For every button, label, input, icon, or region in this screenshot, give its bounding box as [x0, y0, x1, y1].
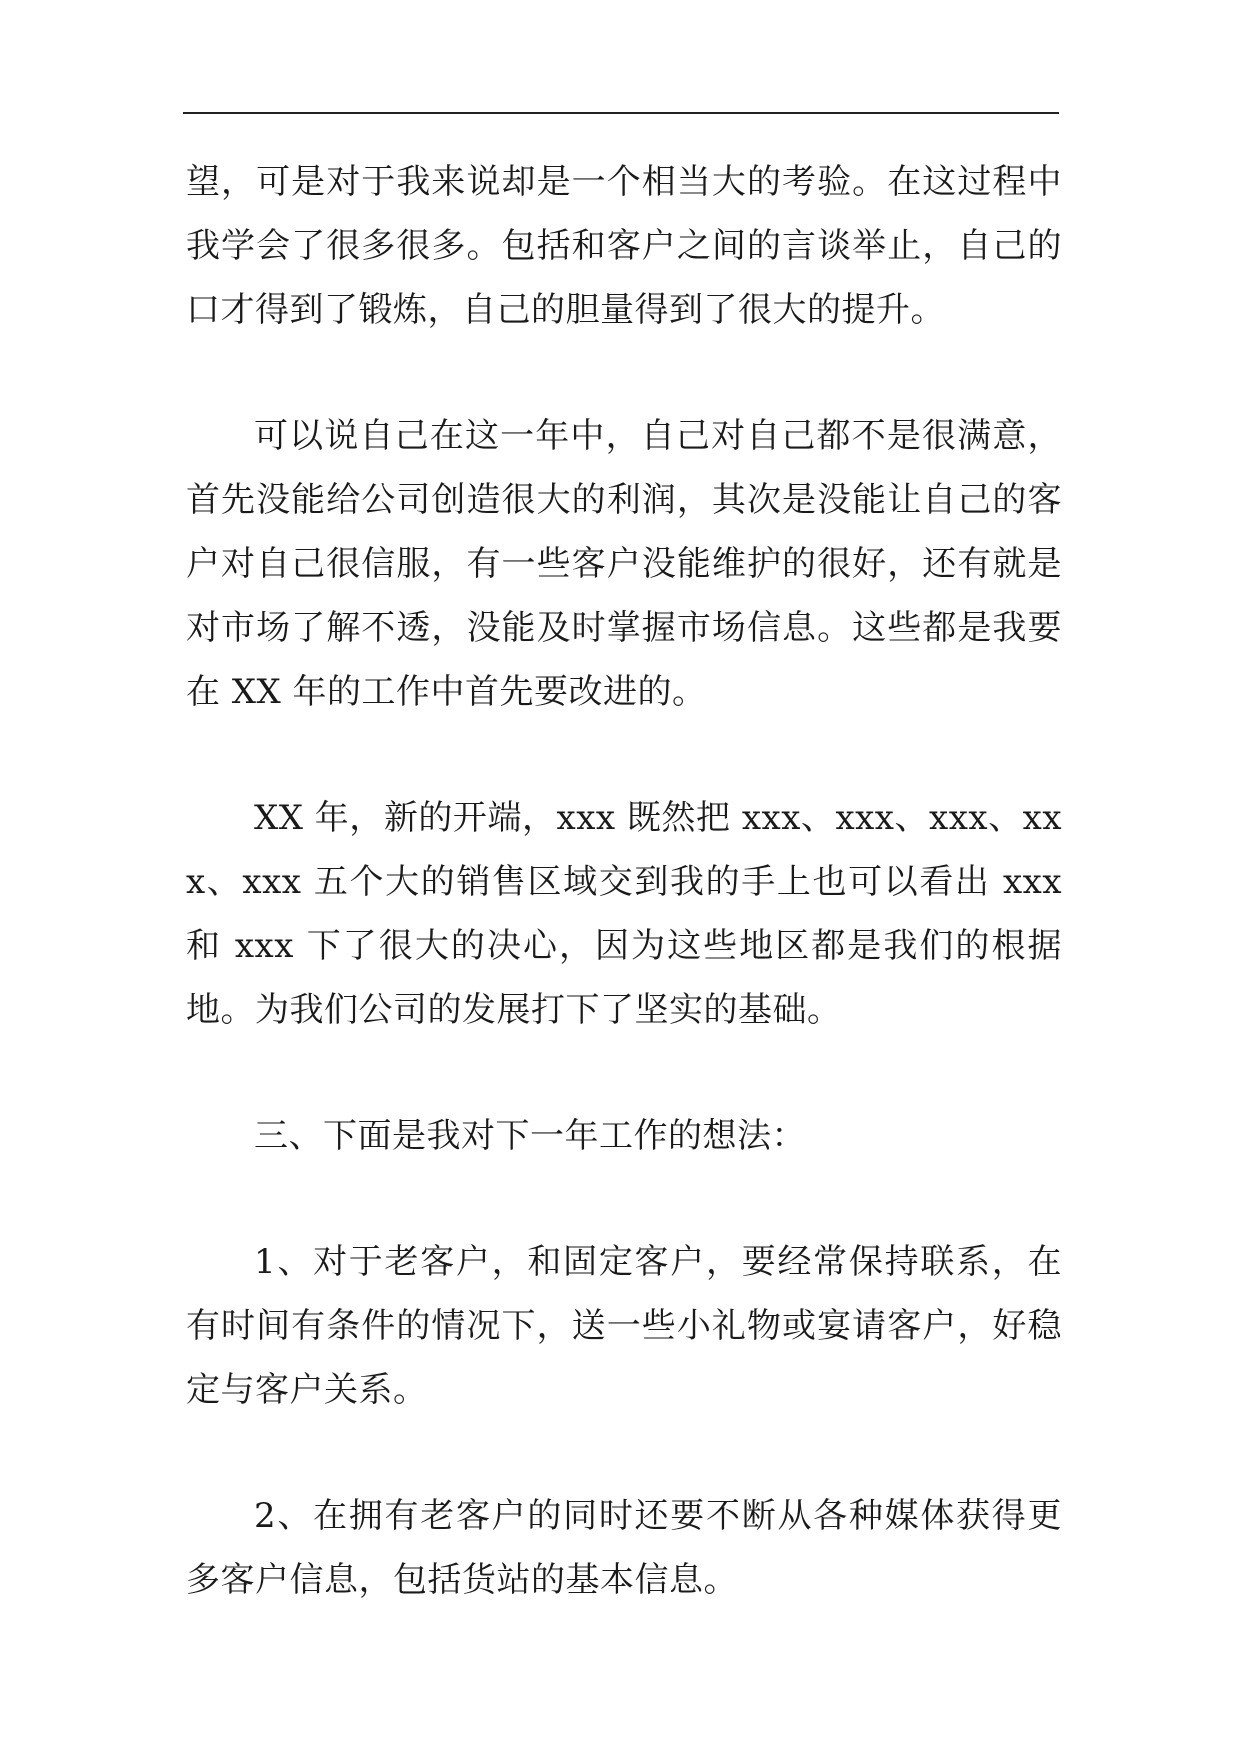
- list-item-1: 1、对于老客户，和固定客户，要经常保持联系，在有时间有条件的情况下，送一些小礼物或宴请客户，好稳定与客户关系。: [186, 1242, 1062, 1410]
- header-rule: [183, 112, 1059, 114]
- paragraph-gap: [186, 1422, 1062, 1484]
- paragraph-gap: [186, 724, 1062, 786]
- paragraph-gap: [186, 342, 1062, 404]
- paragraph-gap: [186, 1168, 1062, 1230]
- document-body: [186, 150, 1062, 1612]
- paragraph-3: XX 年，新的开端，xxx 既然把 xxx、xxx、xxx、xxx、xxx 五个大的销售区域交到我的手上也可以看出 xxx 和 xxx 下了很大的决心，因为这些地区都是我们的根据地。为我们公司的发展打下了坚实的基础。: [186, 798, 1062, 1030]
- section-heading: 三、下面是我对下一年工作的想法：: [254, 1116, 806, 1156]
- paragraph-2: 可以说自己在这一年中，自己对自己都不是很满意，首先没能给公司创造很大的利润，其次是没能让自己的客户对自己很信服，有一些客户没能维护的很好，还有就是对市场了解不透，没能及时掌握市场信息。这些都是我要在 XX 年的工作中首先要改进的。: [186, 416, 1062, 712]
- paragraph-gap: [186, 1042, 1062, 1104]
- list-item-2: 2、在拥有老客户的同时还要不断从各种媒体获得更多客户信息，包括货站的基本信息。: [186, 1496, 1062, 1600]
- paragraph-1: 望，可是对于我来说却是一个相当大的考验。在这过程中我学会了很多很多。包括和客户之间的言谈举止，自己的口才得到了锻炼，自己的胆量得到了很大的提升。: [186, 162, 1062, 330]
